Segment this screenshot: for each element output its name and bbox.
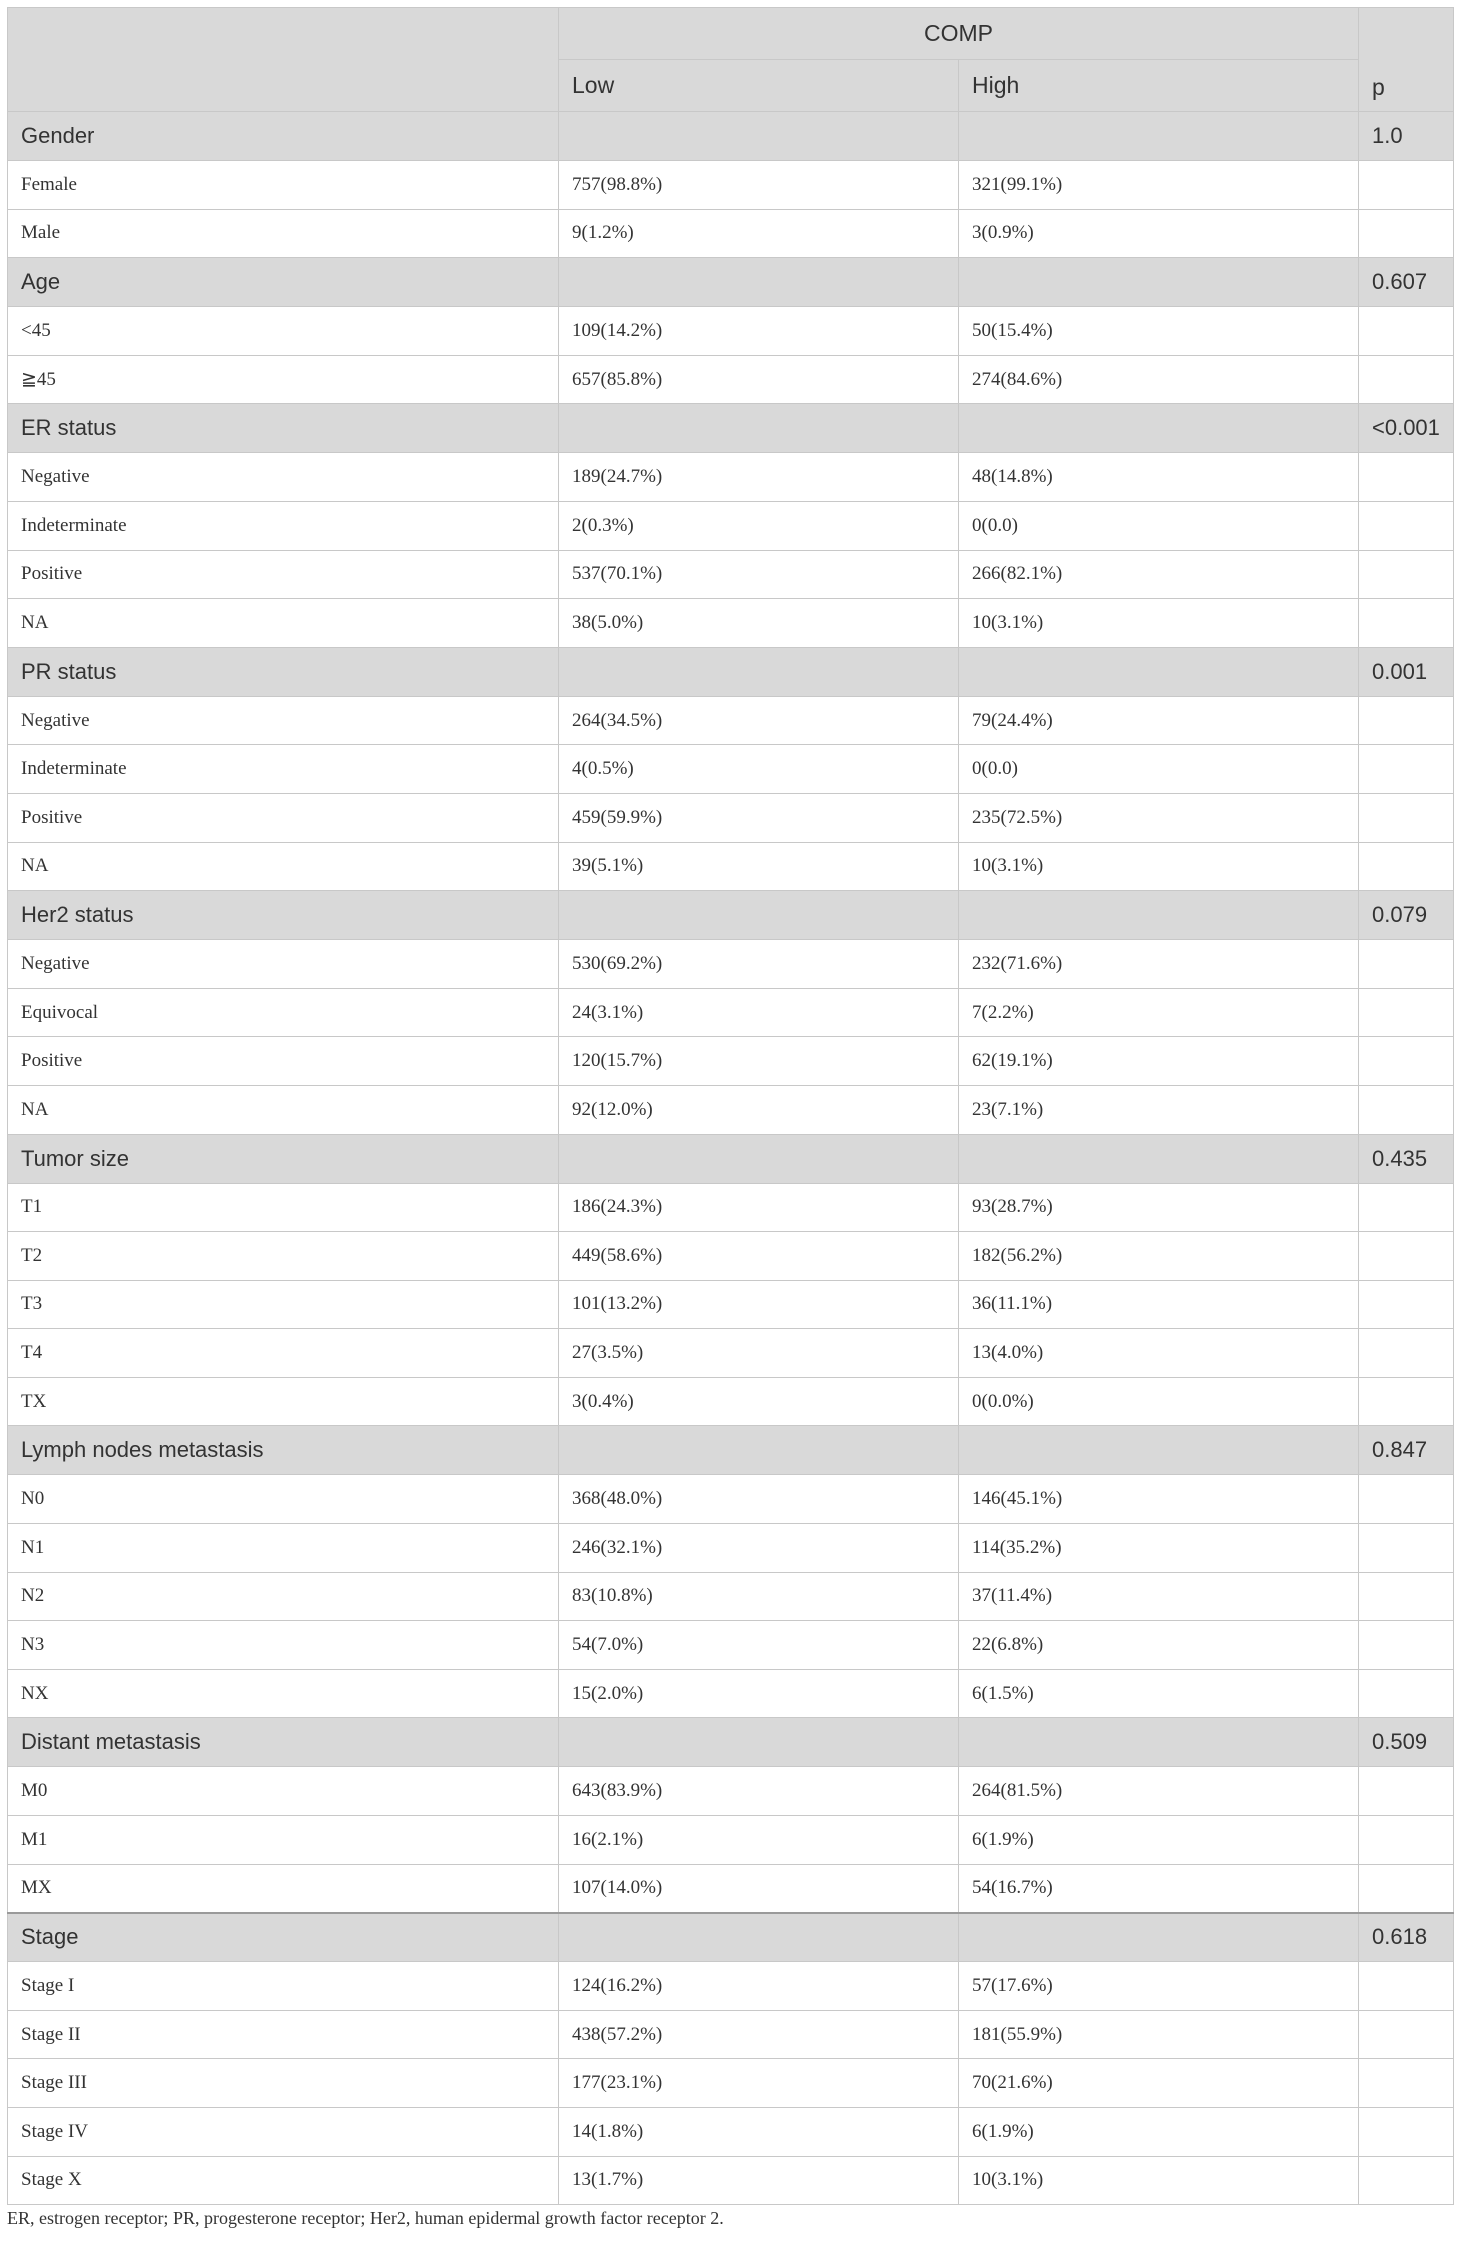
row-low-value: 16(2.1%) <box>559 1816 959 1865</box>
row-high-value: 274(84.6%) <box>959 355 1359 404</box>
row-high-value: 36(11.1%) <box>959 1280 1359 1329</box>
row-label: NA <box>8 599 559 648</box>
group-low-empty <box>559 647 959 696</box>
row-low-value: 3(0.4%) <box>559 1377 959 1426</box>
row-low-value: 15(2.0%) <box>559 1669 959 1718</box>
group-p-value: 0.079 <box>1359 891 1454 940</box>
group-high-empty <box>959 112 1359 161</box>
row-p-empty <box>1359 793 1454 842</box>
row-p-empty <box>1359 1864 1454 1913</box>
row-low-value: 14(1.8%) <box>559 2108 959 2157</box>
row-label: Male <box>8 209 559 258</box>
row-label: NA <box>8 1085 559 1134</box>
group-p-value: <0.001 <box>1359 404 1454 453</box>
group-row <box>8 647 1454 696</box>
group-high-empty <box>959 1426 1359 1475</box>
row-label: N3 <box>8 1621 559 1670</box>
row-label: N0 <box>8 1475 559 1524</box>
row-low-value: 92(12.0%) <box>559 1085 959 1134</box>
row-high-value: 93(28.7%) <box>959 1183 1359 1232</box>
table-row <box>8 988 1454 1037</box>
table-row <box>8 1816 1454 1865</box>
row-low-value: 38(5.0%) <box>559 599 959 648</box>
group-label: Age <box>8 258 559 307</box>
group-label: ER status <box>8 404 559 453</box>
row-label: MX <box>8 1864 559 1913</box>
group-label: Tumor size <box>8 1134 559 1183</box>
row-low-value: 368(48.0%) <box>559 1475 959 1524</box>
row-label: N2 <box>8 1572 559 1621</box>
row-low-value: 449(58.6%) <box>559 1232 959 1281</box>
group-row <box>8 1134 1454 1183</box>
row-low-value: 643(83.9%) <box>559 1767 959 1816</box>
row-low-value: 13(1.7%) <box>559 2156 959 2205</box>
table-row <box>8 2059 1454 2108</box>
row-p-empty <box>1359 307 1454 356</box>
row-low-value: 39(5.1%) <box>559 842 959 891</box>
row-label: Positive <box>8 550 559 599</box>
row-high-value: 70(21.6%) <box>959 2059 1359 2108</box>
table-row <box>8 599 1454 648</box>
group-p-value: 0.847 <box>1359 1426 1454 1475</box>
comp-table <box>7 7 1454 2205</box>
table-row <box>8 307 1454 356</box>
row-high-value: 54(16.7%) <box>959 1864 1359 1913</box>
row-p-empty <box>1359 1621 1454 1670</box>
table-header <box>8 8 1454 112</box>
row-label: Female <box>8 161 559 210</box>
row-p-empty <box>1359 2010 1454 2059</box>
row-label: Stage X <box>8 2156 559 2205</box>
row-label: Stage II <box>8 2010 559 2059</box>
table-row <box>8 355 1454 404</box>
row-p-empty <box>1359 1329 1454 1378</box>
row-high-value: 57(17.6%) <box>959 1962 1359 2011</box>
table-row <box>8 745 1454 794</box>
header-comp: COMP <box>559 8 1359 60</box>
row-label: T1 <box>8 1183 559 1232</box>
row-high-value: 37(11.4%) <box>959 1572 1359 1621</box>
row-p-empty <box>1359 1377 1454 1426</box>
table-row <box>8 1329 1454 1378</box>
group-row <box>8 112 1454 161</box>
row-high-value: 146(45.1%) <box>959 1475 1359 1524</box>
row-label: Negative <box>8 940 559 989</box>
table-row <box>8 1864 1454 1913</box>
group-label: Lymph nodes metastasis <box>8 1426 559 1475</box>
row-high-value: 0(0.0) <box>959 501 1359 550</box>
table-row <box>8 793 1454 842</box>
table-row <box>8 1377 1454 1426</box>
row-p-empty <box>1359 2156 1454 2205</box>
row-high-value: 6(1.5%) <box>959 1669 1359 1718</box>
row-p-empty <box>1359 599 1454 648</box>
header-high: High <box>959 60 1359 112</box>
row-high-value: 62(19.1%) <box>959 1037 1359 1086</box>
row-low-value: 264(34.5%) <box>559 696 959 745</box>
row-high-value: 7(2.2%) <box>959 988 1359 1037</box>
row-low-value: 438(57.2%) <box>559 2010 959 2059</box>
table-row <box>8 1621 1454 1670</box>
group-row <box>8 1913 1454 1962</box>
row-high-value: 22(6.8%) <box>959 1621 1359 1670</box>
row-p-empty <box>1359 1669 1454 1718</box>
row-high-value: 232(71.6%) <box>959 940 1359 989</box>
row-p-empty <box>1359 2108 1454 2157</box>
table-row <box>8 453 1454 502</box>
table-row <box>8 1183 1454 1232</box>
row-high-value: 79(24.4%) <box>959 696 1359 745</box>
row-low-value: 83(10.8%) <box>559 1572 959 1621</box>
table-row <box>8 2108 1454 2157</box>
group-label: Gender <box>8 112 559 161</box>
row-high-value: 10(3.1%) <box>959 599 1359 648</box>
row-high-value: 10(3.1%) <box>959 2156 1359 2205</box>
group-row <box>8 1426 1454 1475</box>
row-label: Equivocal <box>8 988 559 1037</box>
row-label: Negative <box>8 696 559 745</box>
row-label: N1 <box>8 1524 559 1573</box>
table-container <box>7 7 1453 2205</box>
table-row <box>8 501 1454 550</box>
row-high-value: 6(1.9%) <box>959 2108 1359 2157</box>
group-high-empty <box>959 1134 1359 1183</box>
group-row <box>8 1718 1454 1767</box>
table-row <box>8 940 1454 989</box>
row-p-empty <box>1359 842 1454 891</box>
table-row <box>8 1085 1454 1134</box>
row-p-empty <box>1359 1524 1454 1573</box>
row-p-empty <box>1359 453 1454 502</box>
row-label: ≧45 <box>8 355 559 404</box>
group-low-empty <box>559 891 959 940</box>
row-high-value: 48(14.8%) <box>959 453 1359 502</box>
row-p-empty <box>1359 501 1454 550</box>
row-label: <45 <box>8 307 559 356</box>
row-low-value: 530(69.2%) <box>559 940 959 989</box>
table-row <box>8 2010 1454 2059</box>
table-row <box>8 1037 1454 1086</box>
group-p-value: 0.435 <box>1359 1134 1454 1183</box>
group-low-empty <box>559 112 959 161</box>
table-row <box>8 209 1454 258</box>
table-row <box>8 2156 1454 2205</box>
row-label: T2 <box>8 1232 559 1281</box>
row-high-value: 10(3.1%) <box>959 842 1359 891</box>
row-p-empty <box>1359 2059 1454 2108</box>
row-label: M1 <box>8 1816 559 1865</box>
row-label: Indeterminate <box>8 501 559 550</box>
row-low-value: 9(1.2%) <box>559 209 959 258</box>
row-p-empty <box>1359 1475 1454 1524</box>
row-p-empty <box>1359 696 1454 745</box>
row-p-empty <box>1359 745 1454 794</box>
row-low-value: 189(24.7%) <box>559 453 959 502</box>
table-body <box>8 112 1454 2205</box>
row-low-value: 177(23.1%) <box>559 2059 959 2108</box>
row-high-value: 182(56.2%) <box>959 1232 1359 1281</box>
row-p-empty <box>1359 1280 1454 1329</box>
group-low-empty <box>559 1426 959 1475</box>
group-row <box>8 404 1454 453</box>
table-row <box>8 1767 1454 1816</box>
row-low-value: 24(3.1%) <box>559 988 959 1037</box>
row-p-empty <box>1359 1572 1454 1621</box>
row-high-value: 266(82.1%) <box>959 550 1359 599</box>
group-high-empty <box>959 1718 1359 1767</box>
row-high-value: 3(0.9%) <box>959 209 1359 258</box>
row-high-value: 181(55.9%) <box>959 2010 1359 2059</box>
row-low-value: 101(13.2%) <box>559 1280 959 1329</box>
group-low-empty <box>559 1134 959 1183</box>
row-low-value: 27(3.5%) <box>559 1329 959 1378</box>
row-high-value: 50(15.4%) <box>959 307 1359 356</box>
group-p-value: 0.509 <box>1359 1718 1454 1767</box>
row-high-value: 13(4.0%) <box>959 1329 1359 1378</box>
row-label: Stage I <box>8 1962 559 2011</box>
row-high-value: 0(0.0) <box>959 745 1359 794</box>
header-variable-cell <box>8 8 559 112</box>
row-label: TX <box>8 1377 559 1426</box>
row-label: M0 <box>8 1767 559 1816</box>
row-p-empty <box>1359 1232 1454 1281</box>
group-row <box>8 258 1454 307</box>
table-row <box>8 1280 1454 1329</box>
table-row <box>8 161 1454 210</box>
table-row <box>8 1232 1454 1281</box>
row-p-empty <box>1359 1085 1454 1134</box>
header-p: p <box>1359 8 1454 112</box>
group-low-empty <box>559 404 959 453</box>
row-high-value: 235(72.5%) <box>959 793 1359 842</box>
group-p-value: 0.618 <box>1359 1913 1454 1962</box>
row-label: NX <box>8 1669 559 1718</box>
group-row <box>8 891 1454 940</box>
row-low-value: 107(14.0%) <box>559 1864 959 1913</box>
table-row <box>8 1524 1454 1573</box>
group-label: Her2 status <box>8 891 559 940</box>
row-label: Indeterminate <box>8 745 559 794</box>
row-p-empty <box>1359 209 1454 258</box>
row-low-value: 109(14.2%) <box>559 307 959 356</box>
group-low-empty <box>559 1718 959 1767</box>
row-p-empty <box>1359 1962 1454 2011</box>
group-high-empty <box>959 1913 1359 1962</box>
row-label: Negative <box>8 453 559 502</box>
group-label: PR status <box>8 647 559 696</box>
table-row <box>8 696 1454 745</box>
row-p-empty <box>1359 1816 1454 1865</box>
row-low-value: 124(16.2%) <box>559 1962 959 2011</box>
row-p-empty <box>1359 355 1454 404</box>
group-p-value: 0.001 <box>1359 647 1454 696</box>
row-low-value: 246(32.1%) <box>559 1524 959 1573</box>
row-high-value: 0(0.0%) <box>959 1377 1359 1426</box>
group-label: Stage <box>8 1913 559 1962</box>
table-row <box>8 550 1454 599</box>
row-label: T3 <box>8 1280 559 1329</box>
row-label: T4 <box>8 1329 559 1378</box>
group-high-empty <box>959 404 1359 453</box>
row-high-value: 321(99.1%) <box>959 161 1359 210</box>
group-high-empty <box>959 891 1359 940</box>
row-p-empty <box>1359 550 1454 599</box>
group-label: Distant metastasis <box>8 1718 559 1767</box>
row-low-value: 186(24.3%) <box>559 1183 959 1232</box>
row-low-value: 537(70.1%) <box>559 550 959 599</box>
row-low-value: 757(98.8%) <box>559 161 959 210</box>
row-low-value: 54(7.0%) <box>559 1621 959 1670</box>
group-low-empty <box>559 258 959 307</box>
row-p-empty <box>1359 1183 1454 1232</box>
table-footnote: ER, estrogen receptor; PR, progesterone receptor; Her2, human epidermal growth factor receptor 2. <box>7 2208 724 2228</box>
row-low-value: 657(85.8%) <box>559 355 959 404</box>
table-row <box>8 842 1454 891</box>
row-p-empty <box>1359 161 1454 210</box>
table-row <box>8 1962 1454 2011</box>
row-high-value: 264(81.5%) <box>959 1767 1359 1816</box>
row-high-value: 23(7.1%) <box>959 1085 1359 1134</box>
table-row <box>8 1475 1454 1524</box>
row-low-value: 120(15.7%) <box>559 1037 959 1086</box>
row-label: Positive <box>8 1037 559 1086</box>
row-low-value: 2(0.3%) <box>559 501 959 550</box>
row-low-value: 459(59.9%) <box>559 793 959 842</box>
row-p-empty <box>1359 1767 1454 1816</box>
row-label: Stage III <box>8 2059 559 2108</box>
row-low-value: 4(0.5%) <box>559 745 959 794</box>
group-high-empty <box>959 647 1359 696</box>
row-p-empty <box>1359 940 1454 989</box>
row-high-value: 114(35.2%) <box>959 1524 1359 1573</box>
table-row <box>8 1572 1454 1621</box>
table-row <box>8 1669 1454 1718</box>
row-high-value: 6(1.9%) <box>959 1816 1359 1865</box>
row-label: Stage IV <box>8 2108 559 2157</box>
row-p-empty <box>1359 1037 1454 1086</box>
group-high-empty <box>959 258 1359 307</box>
row-p-empty <box>1359 988 1454 1037</box>
group-low-empty <box>559 1913 959 1962</box>
row-label: Positive <box>8 793 559 842</box>
group-p-value: 0.607 <box>1359 258 1454 307</box>
header-low: Low <box>559 60 959 112</box>
group-p-value: 1.0 <box>1359 112 1454 161</box>
row-label: NA <box>8 842 559 891</box>
